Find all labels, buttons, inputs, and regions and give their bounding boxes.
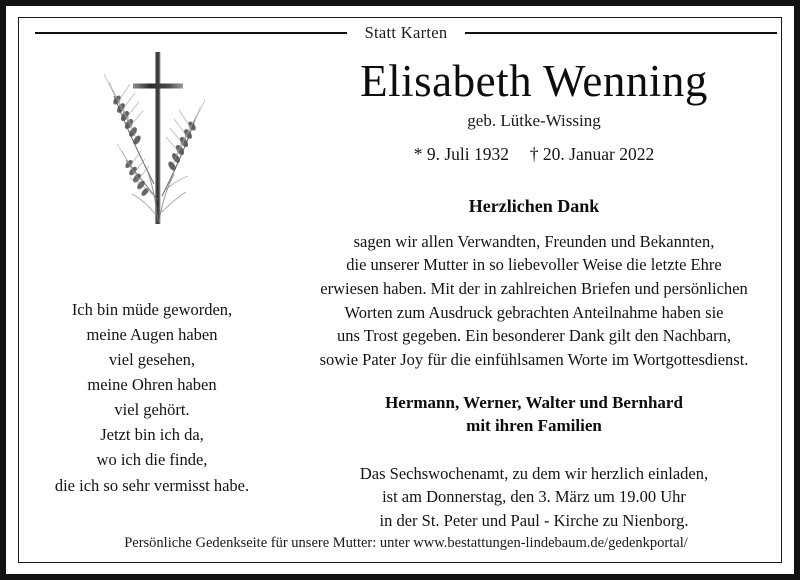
- poem-line: viel gehört.: [114, 400, 190, 420]
- death-symbol: †: [529, 143, 539, 164]
- statt-karten-header: [6, 20, 800, 46]
- memorial-page-note: Persönliche Gedenkseite für unsere Mutter: unter www.bestattungen-lindebaum.de/gedenkportal/: [124, 535, 688, 551]
- wheat-ear-right: [162, 100, 205, 196]
- family-signature: [274, 391, 794, 437]
- service-line: ist am Donnerstag, den 3. März um 19.00 Uhr: [382, 487, 686, 507]
- family-suffix: mit ihren Familien: [466, 416, 602, 436]
- thanks-line: sagen wir allen Verwandten, Freunden und Bekannten,: [353, 231, 715, 251]
- header-rule-right: [465, 32, 777, 34]
- poem-line: viel gesehen,: [108, 350, 196, 370]
- family-names: Hermann, Werner, Walter und Bernhard: [385, 393, 683, 413]
- statt-karten-label: Statt Karten: [364, 23, 448, 42]
- thanks-line: uns Trost gegeben. Ein besonderer Dank gilt den Nachbarn,: [336, 326, 732, 346]
- thanks-heading: Herzlichen Dank: [468, 195, 600, 216]
- poem-line: Ich bin müde geworden,: [71, 300, 233, 319]
- poem-line: wo ich die finde,: [96, 450, 208, 470]
- birth-symbol: *: [413, 143, 423, 164]
- thanks-body: [274, 230, 794, 372]
- wheat-ear-left-lower: [117, 144, 158, 200]
- service-line: Das Sechswochenamt, zu dem wir herzlich einladen,: [359, 463, 709, 483]
- poem-line: meine Ohren haben: [87, 375, 217, 395]
- service-details: [274, 462, 794, 533]
- memorial-poem: [28, 297, 276, 498]
- thanks-line: Worten zum Ausdruck gebrachten Anteilnahme haben sie: [344, 302, 724, 322]
- poem-line: die ich so sehr vermisst habe.: [54, 475, 250, 495]
- service-line: in der St. Peter und Paul - Kirche zu Nienborg.: [379, 510, 689, 530]
- thanks-line: sowie Pater Joy für die einfühlsamen Worte im Wortgottesdienst.: [319, 349, 749, 369]
- deceased-maiden-name: geb. Lütke-Wissing: [467, 110, 601, 130]
- deceased-name: Elisabeth Wenning: [360, 56, 708, 106]
- thanks-line: die unserer Mutter in so liebevoller Weise die letzte Ehre: [346, 255, 722, 275]
- thanks-line: erwiesen haben. Mit der in zahlreichen Briefen und persönlichen: [320, 278, 748, 298]
- birth-date: 9. Juli 1932: [426, 143, 510, 164]
- poem-line: Jetzt bin ich da,: [100, 425, 204, 445]
- poem-line: meine Augen haben: [86, 325, 218, 345]
- header-rule-left: [35, 32, 347, 34]
- cross-with-wheat-ears-icon: [92, 44, 222, 229]
- life-dates: [274, 144, 794, 165]
- memorial-main-content: [274, 58, 794, 532]
- death-date: 20. Januar 2022: [542, 143, 655, 164]
